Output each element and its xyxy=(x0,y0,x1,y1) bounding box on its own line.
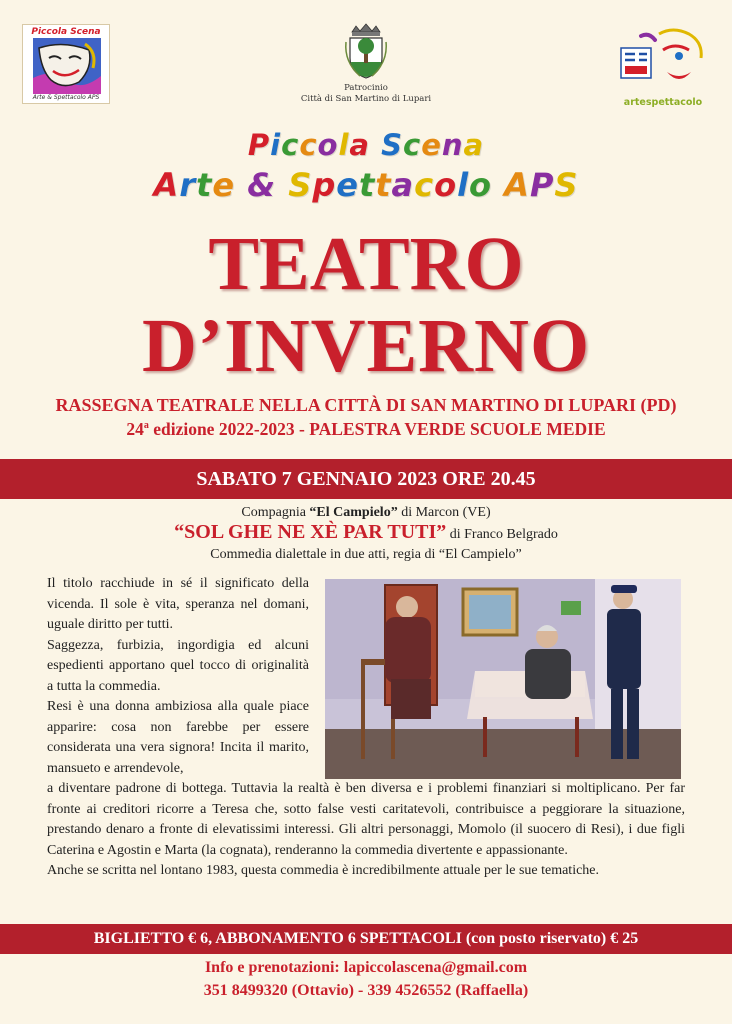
org-letter xyxy=(370,128,381,162)
company-origin: di Marcon (VE) xyxy=(397,505,491,520)
org-letter xyxy=(276,166,288,204)
org-letter: P xyxy=(529,166,555,204)
theatre-mask-icon xyxy=(33,38,101,94)
org-letter: o xyxy=(469,166,493,204)
org-letter: o xyxy=(434,166,458,204)
description-paragraph: a diventare padrone di bottega. Tuttavia la realtà è ben diversa e i problemi finanziari si moltiplicano. Per far fronte ai creditori ricorre a Teresa che, sotto false vesti caritatevoli, contribuisce a peggiorare la situazione, prestando denaro a fronte di elevatissimi interessi. Gli altri personaggi, Momolo (il suocero di Resi), i due figli Caterina e Agostin e Marta (la cognata), renderanno la commedia divertente e appassionante. xyxy=(47,781,685,858)
org-letter: c xyxy=(281,128,300,162)
org-letter: A xyxy=(504,166,530,204)
page-title-line2: D’INVERNO xyxy=(141,304,591,388)
contact-phones: 351 8499320 (Ottavio) - 339 4526552 (Raffaella) xyxy=(203,982,529,999)
patronage-label: Patrocinio xyxy=(344,83,388,93)
edition-details: edizione 2022-2023 - PALESTRA VERDE SCUOLE MEDIE xyxy=(148,419,606,439)
org-letter: p xyxy=(312,166,337,204)
description-left xyxy=(47,574,309,779)
event-date-band: SABATO 7 GENNAIO 2023 ORE 20.45 xyxy=(0,459,732,499)
town-crest-icon xyxy=(342,22,390,82)
patronage-note xyxy=(266,83,466,105)
org-letter: c xyxy=(414,166,435,204)
edition-number: 24 xyxy=(126,419,144,439)
show-genre: Commedia dialettale in due atti, regia di “El Campielo” xyxy=(210,547,522,562)
org-letter: c xyxy=(402,128,422,162)
org-letter: & xyxy=(247,166,277,204)
company-line xyxy=(0,505,732,521)
stage-photo xyxy=(325,579,681,779)
org-letter: e xyxy=(421,128,442,162)
org-letter: l xyxy=(457,166,470,204)
org-letter: S xyxy=(381,128,403,162)
org-letter: e xyxy=(212,166,236,204)
org-letter: e xyxy=(336,166,359,204)
org-letter: a xyxy=(391,166,415,204)
contact-email: Info e prenotazioni: lapiccolascena@gmail.com xyxy=(204,959,528,976)
description-paragraph: Il titolo racchiude in sé il significato della vicenda. Il sole è vita, speranza nel domani, uguale diritto per tutti. xyxy=(47,576,309,632)
edition-line xyxy=(0,419,732,440)
patronage-city: Città di San Martino di Lupari xyxy=(300,94,432,104)
org-letter: l xyxy=(338,128,350,162)
org-letter: r xyxy=(179,166,197,204)
org-letter: i xyxy=(270,128,282,162)
org-letter: n xyxy=(441,128,464,162)
piccola-scena-logo xyxy=(22,24,110,104)
org-letter xyxy=(492,166,504,204)
festival-subtitle: RASSEGNA TEATRALE NELLA CITTÀ DI SAN MARTINO DI LUPARI (PD) xyxy=(55,395,677,415)
description-paragraph: Resi è una donna ambiziosa alla quale piace apparire: cosa non farebbe per essere considerata una vera signora! Incita il marito, mansueto e arrendevole, xyxy=(47,699,309,776)
logo-left-title: Piccola Scena xyxy=(31,27,101,37)
company-prefix: Compagnia xyxy=(241,505,310,520)
org-letter: t xyxy=(375,166,392,204)
artespettacolo-logo xyxy=(615,28,711,108)
org-letter: o xyxy=(317,128,339,162)
logo-right-caption: artespettacolo xyxy=(623,97,703,108)
org-letter: S xyxy=(288,166,313,204)
org-letter: t xyxy=(358,166,376,204)
show-title: “SOL GHE NE XÈ PAR TUTI” xyxy=(174,521,447,543)
org-letter: a xyxy=(349,128,370,162)
org-letter: t xyxy=(196,166,213,204)
org-name-line2 xyxy=(0,166,732,204)
company-name: “El Campielo” xyxy=(309,505,398,520)
page-title-line1: TEATRO xyxy=(208,222,524,306)
show-title-line xyxy=(0,521,732,544)
acli-face-icon xyxy=(619,28,707,90)
org-letter: P xyxy=(247,128,271,162)
show-author: di Franco Belgrado xyxy=(446,527,558,542)
logo-left-subtitle: Arte & Spettacolo APS xyxy=(32,94,100,101)
org-letter: A xyxy=(153,166,180,204)
org-letter: c xyxy=(299,128,318,162)
org-letter xyxy=(235,166,247,204)
description-paragraph: Saggezza, furbizia, ingordigia ed alcuni espedienti apportano quel tocco di originalità a tutta la commedia. xyxy=(47,637,309,694)
org-letter: a xyxy=(463,128,485,162)
description-paragraph: Anche se scritta nel lontano 1983, questa commedia è incredibilmente attuale per le sue tematiche. xyxy=(47,863,600,878)
org-name-line1 xyxy=(0,128,732,162)
description-bottom xyxy=(47,779,685,882)
org-letter: S xyxy=(554,166,579,204)
edition-ordinal: a xyxy=(143,420,149,432)
ticket-price-band: BIGLIETTO € 6, ABBONAMENTO 6 SPETTACOLI (con posto riservato) € 25 xyxy=(0,924,732,954)
